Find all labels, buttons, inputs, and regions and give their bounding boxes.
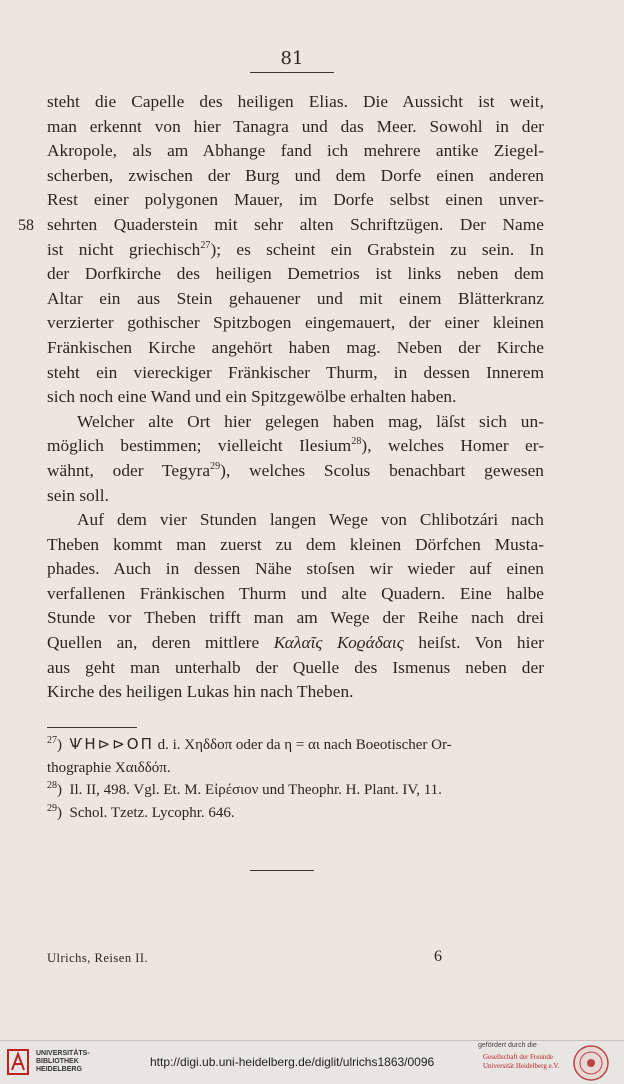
text-line: man erkennt von hier Tanagra und das Meer. Sowohl in der (47, 116, 544, 136)
footnote-mark: 28 (47, 780, 57, 791)
footnote-mark: 27 (47, 735, 57, 746)
text-line: sich noch eine Wand und ein Spitzgewölbe erhalten haben. (47, 387, 457, 407)
footnote-reference: 29 (210, 461, 221, 473)
university-library-name: UNIVERSITÄTS- BIBLIOTHEK HEIDELBERG (36, 1050, 90, 1073)
footnote-reference: 28 (351, 436, 362, 448)
text-line: Fränkischen Kirche angehört haben mag. Neben der Kirche (47, 337, 544, 357)
body-text (47, 90, 544, 705)
text-line: Rest einer polygonen Mauer, im Dorfe selbst einen unver- (47, 190, 544, 210)
footnote-reference: 27 (200, 239, 211, 251)
text-line: Auf dem vier Stunden langen Wege von Chlibotzári nach (77, 510, 544, 530)
footnote: $^{29}$) Schol. Tzetz. Lycophr. 646. (47, 802, 235, 821)
text-line: ist nicht griechisch$^{27}$); es scheint ein Grabstein zu sein. In (47, 239, 544, 259)
text-line: aus geht man unterhalb der Quelle des Ismenus neben der (47, 657, 544, 677)
footnote-mark: 29 (47, 802, 57, 814)
sponsor-label: gefördert durch die (478, 1042, 537, 1049)
footnote-rule (47, 727, 137, 728)
page-number-rule (250, 72, 334, 73)
text-line: Altar ein aus Stein gehauener und mit einem Blätterkranz (47, 288, 544, 308)
text-line: der Dorfkirche des heiligen Demetrios ist links neben dem (47, 264, 544, 284)
text-line: Kirche des heiligen Lukas hin nach Theben. (47, 682, 354, 702)
text-line: sein soll. (47, 485, 109, 505)
text-line: Quellen an, deren mittlere Καλαῖς Κοϱάδαις heiſst. Von hier (47, 633, 544, 653)
footnote: thographie Χαιδδόπ. (47, 759, 171, 776)
text-line: sehrten Quaderstein mit sehr alten Schriftzügen. Der Name (47, 214, 544, 234)
footer-bar (0, 1040, 624, 1084)
signature-number: 6 (434, 948, 442, 965)
signature-mark: Ulrichs, Reisen II. (47, 951, 149, 965)
text-line: wähnt, oder Tegyra$^{29}$), welches Scolus benachbart gewesen (47, 460, 545, 480)
text-line: Theben kommt man zuerst zu dem kleinen Dörfchen Musta- (47, 534, 544, 554)
text-line: Akropole, als am Abhange fand ich mehrere antike Ziegel- (47, 141, 544, 161)
text-line: Welcher alte Ort hier gelegen haben mag, läſst sich un- (77, 411, 544, 431)
inscription-glyphs: ѰΗ⊳⊳ΟΠ (69, 735, 154, 753)
text-line: verzierter gothischer Spitzbogen eingemauert, der einer kleinen (47, 313, 544, 333)
text-line: verfallenen Fränkischen Thurm und alte Quadern. Eine halbe (47, 583, 544, 603)
greek-text: Καλαῖς Κοϱάδαις (273, 633, 404, 653)
text-line: Stunde vor Theben trifft man am Wege der Reihe nach drei (47, 608, 544, 628)
text-line: phades. Auch in dessen Nähe stoſsen wir wieder auf einen (47, 559, 544, 579)
text-line: möglich bestimmen; vielleicht Ilesium$^{28}$), welches Homer er- (47, 436, 544, 456)
page-number: 81 (280, 48, 304, 69)
footnotes (47, 733, 544, 824)
text-line: steht ein viereckiger Fränkischer Thurm, in dessen Innerem (47, 362, 544, 382)
footnote: $^{27}$) ѰΗ⊳⊳ΟΠ d. i. Χηδδοπ oder da η = αι nach Boeotischer Or- (47, 735, 452, 753)
end-rule (250, 870, 314, 871)
margin-line-number: 58 (18, 217, 34, 234)
text-line: steht die Capelle des heiligen Elias. Die Aussicht ist weit, (47, 92, 544, 111)
footnote: $^{28}$) Il. II, 498. Vgl. Et. M. Εἰρέσιον und Theophr. H. Plant. IV, 11. (47, 780, 442, 798)
text-line: scherben, zwischen der Burg und dem Dorfe einen anderen (47, 165, 544, 185)
university-seal-icon (568, 1043, 614, 1083)
sponsor-name: Gesellschaft der Freunde Universität Heidelberg e.V. (483, 1053, 560, 1070)
university-library-logo-icon (6, 1046, 32, 1078)
permalink-url[interactable]: http://digi.ub.uni-heidelberg.de/diglit/ulrichs1863/0096 (150, 1055, 435, 1069)
